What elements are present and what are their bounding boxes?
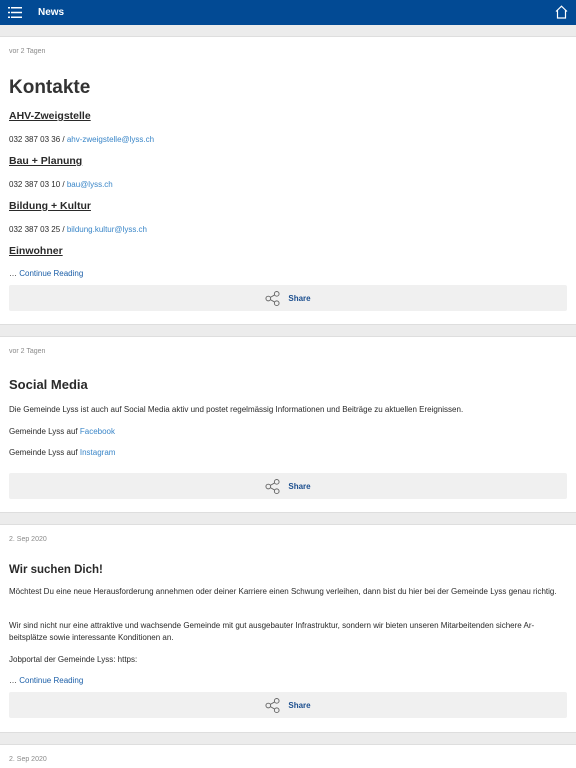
post-paragraph: Möchtest Du eine neue Herausforderung annehmen oder deiner Karriere einen Schwung verleihen, dann bist du hier bei der Gemeinde Lyss genau richtig. xyxy=(9,587,557,596)
contact-phone: 032 387 03 10 / xyxy=(9,180,67,189)
section-heading: Bildung + Kultur xyxy=(9,200,91,212)
ellipsis: … xyxy=(9,676,20,685)
post-paragraph: Wir sind nicht nur eine attraktive und wachsende Gemeinde mit gut ausgebauter Infrastruktur, sondern wir bieten unseren Mitarbeitenden sichere Arbeitsplätze sowie interessante Konditionen an. xyxy=(9,621,535,642)
post-title: Wir suchen Dich! xyxy=(9,564,103,576)
share-icon xyxy=(265,291,280,306)
facebook-line xyxy=(9,426,567,438)
section-heading: Bau + Planung xyxy=(9,155,83,167)
top-app-bar xyxy=(0,0,576,25)
news-card-social-media xyxy=(0,336,576,513)
instagram-line xyxy=(9,447,567,459)
news-card-wir-suchen-dich xyxy=(0,524,576,733)
email-link[interactable]: ahv-zweigstelle@lyss.ch xyxy=(66,135,155,144)
news-card-partial xyxy=(0,744,576,768)
news-card-kontakte xyxy=(0,36,576,325)
home-icon[interactable] xyxy=(555,5,568,19)
post-title: Kontakte xyxy=(9,77,91,98)
post-date: vor 2 Tagen xyxy=(9,348,46,355)
share-button[interactable] xyxy=(9,692,567,718)
contact-phone: 032 387 03 36 / xyxy=(9,135,67,144)
share-button[interactable] xyxy=(9,285,567,311)
email-link[interactable]: bau@lyss.ch xyxy=(66,180,113,189)
email-link[interactable]: bildung.kultur@lyss.ch xyxy=(66,225,147,234)
share-label: Share xyxy=(288,481,311,491)
continue-reading-link[interactable]: Continue Reading xyxy=(19,676,84,685)
share-icon xyxy=(265,479,280,494)
continue-line xyxy=(9,268,567,280)
continue-reading-link[interactable]: Continue Reading xyxy=(19,269,84,278)
contact-line xyxy=(9,179,567,191)
facebook-link[interactable]: Facebook xyxy=(79,427,115,436)
contact-line xyxy=(9,134,567,146)
contact-phone: 032 387 03 25 / xyxy=(9,225,67,234)
post-paragraph: Jobportal der Gemeinde Lyss: https: xyxy=(9,655,138,664)
post-date: vor 2 Tagen xyxy=(9,48,46,55)
share-button[interactable] xyxy=(9,473,567,499)
section-heading: AHV-Zweigstelle xyxy=(9,110,91,122)
line-prefix: Gemeinde Lyss auf xyxy=(9,427,80,436)
instagram-link[interactable]: Instagram xyxy=(79,448,116,457)
share-label: Share xyxy=(288,293,311,303)
ellipsis: … xyxy=(9,269,20,278)
post-title: Social Media xyxy=(9,377,88,392)
post-intro: Die Gemeinde Lyss ist auch auf Social Media aktiv und postet regelmässig Informationen und Beiträge zu aktuellen Ereignissen. xyxy=(9,405,464,414)
page-title: News xyxy=(38,7,65,18)
post-date: 2. Sep 2020 xyxy=(9,756,47,763)
post-date: 2. Sep 2020 xyxy=(9,536,47,543)
line-prefix: Gemeinde Lyss auf xyxy=(9,448,80,457)
continue-line xyxy=(9,675,567,687)
share-label: Share xyxy=(288,700,311,710)
contact-line xyxy=(9,224,567,236)
menu-icon[interactable] xyxy=(8,7,22,18)
share-icon xyxy=(265,698,280,713)
section-heading: Einwohner xyxy=(9,245,63,257)
